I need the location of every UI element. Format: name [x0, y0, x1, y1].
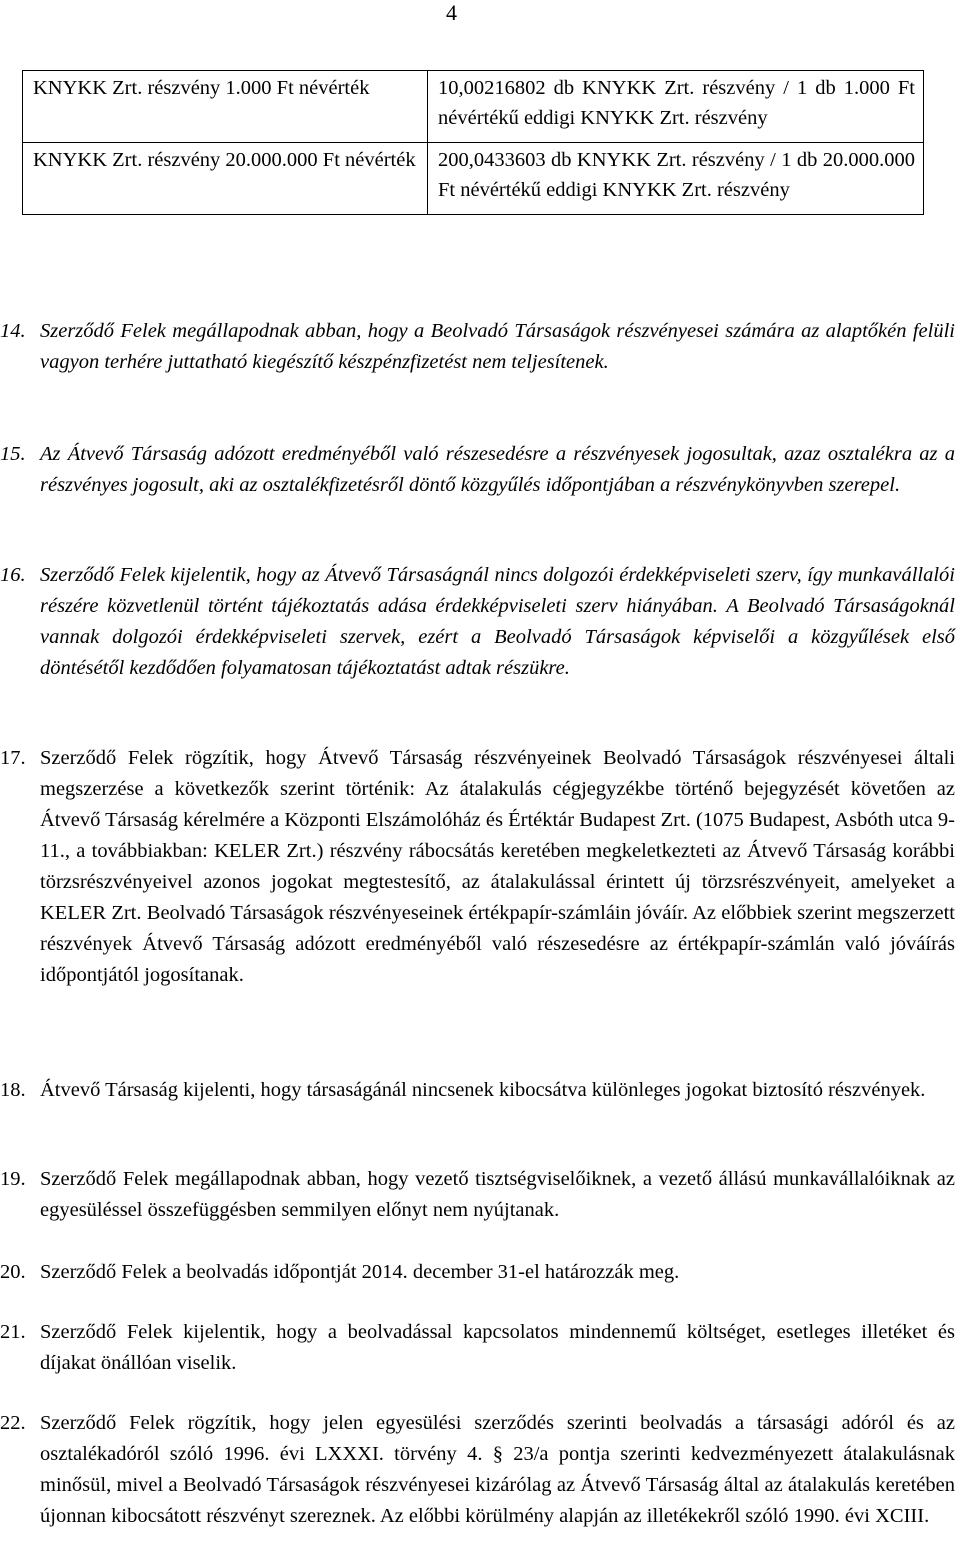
clause-22 [0, 1408, 955, 1532]
clause-number: 17. [0, 747, 26, 769]
table-row [23, 71, 924, 143]
clause-text: Az Átvevő Társaság adózott eredményéből való részesedésre a részvényesek jogosultak, azaz osztalékra az a részvényes jogosult, aki az osztalékfizetésről döntő közgyűlés időpontjában a részvénykönyvben szerepel. [40, 443, 955, 496]
clause-text: Szerződő Felek megállapodnak abban, hogy a Beolvadó Társaságok részvényesei számára az alaptőkén felüli vagyon terhére juttatható kiegészítő készpénzfizetést nem teljesítenek. [40, 320, 955, 373]
clause-number: 19. [0, 1168, 26, 1190]
clause-18 [0, 1075, 955, 1106]
clause-text: Szerződő Felek rögzítik, hogy Átvevő Társaság részvényeinek Beolvadó Társaságok részvényesei általi megszerzése a következők szerint történik: Az átalakulás cégjegyzékbe történő bejegyzését követően az Átvevő Társaság kérelmére a Központi Elszámolóház és Értéktár Budapest Zrt. (1075 Budapest, Asbóth utca 9-11., a továbbiakban: KELER Zrt.) részvény rábocsátás keretében megkeletkezteti az Átvevő Társaság korábbi törzsrészvényeivel azonos jogokat megtestesítő, az átalakulással érintett új törzsrészvényeit, amelyeket a KELER Zrt. Beolvadó Társaságok részvényeseinek értékpapír-számláin jóváír. Az előbbiek szerint megszerzett részvények Átvevő Társaság adózott eredményéből való részesedésre az értékpapír-számlán való jóváírás időpontjától jogosítanak. [40, 747, 956, 986]
clause-text: Szerződő Felek megállapodnak abban, hogy vezető tisztségviselőiknek, a vezető állású munkavállalóiknak az egyesüléssel összefüggésben semmilyen előnyt nem nyújtanak. [40, 1168, 955, 1221]
clause-text: Szerződő Felek rögzítik, hogy jelen egyesülési szerződés szerinti beolvadás a társasági adóról és az osztalékadóról szóló 1996. évi LXXXI. törvény 4. § 23/a pontja szerinti kedvezményezett átalakulásnak minősül, mivel a Beolvadó Társaságok részvényesei kizárólag az Átvevő Társaság által az átalakulás keretében újonnan kibocsátott részvényt szereznek. Az előbbi körülmény alapján az illetékekről szóló 1990. évi XCIII. [40, 1412, 955, 1527]
clause-number: 14. [0, 320, 26, 342]
clause-16 [0, 560, 955, 684]
clause-number: 21. [0, 1321, 26, 1343]
clause-17 [0, 743, 956, 991]
clause-text: Átvevő Társaság kijelenti, hogy társaságánál nincsenek kibocsátva különleges jogokat biztosító részvények. [40, 1079, 926, 1101]
clause-20 [0, 1257, 955, 1288]
clause-text: Szerződő Felek kijelentik, hogy az Átvevő Társaságnál nincs dolgozói érdekképviseleti szerv, így munkavállalói részére közvetlenül történt tájékoztatás adása érdekképviseleti szerv hiányában. A Beolvadó Társaságoknál vannak dolgozói érdekképviseleti szervek, ezért a Beolvadó Társaságok képviselői a közgyűlések első döntésétől kezdődően folyamatosan tájékoztatást adtak részükre. [40, 564, 955, 679]
conversion-ratio-table [22, 70, 924, 215]
clause-number: 18. [0, 1079, 26, 1101]
share-type-cell: KNYKK Zrt. részvény 1.000 Ft névérték [23, 71, 428, 143]
table-row [23, 143, 924, 215]
clause-21 [0, 1317, 955, 1379]
exchange-ratio-cell: 200,0433603 db KNYKK Zrt. részvény / 1 db 20.000.000 Ft névértékű eddigi KNYKK Zrt. részvény [428, 143, 924, 215]
share-type-cell: KNYKK Zrt. részvény 20.000.000 Ft névérték [23, 143, 428, 215]
clause-number: 22. [0, 1412, 26, 1434]
clause-number: 20. [0, 1261, 26, 1283]
clause-number: 16. [0, 564, 26, 586]
clause-text: Szerződő Felek a beolvadás időpontját 2014. december 31-el határozzák meg. [40, 1261, 680, 1283]
clause-number: 15. [0, 443, 26, 465]
clause-19 [0, 1164, 955, 1226]
exchange-ratio-cell: 10,00216802 db KNYKK Zrt. részvény / 1 db 1.000 Ft névértékű eddigi KNYKK Zrt. részvény [428, 71, 924, 143]
clause-text: Szerződő Felek kijelentik, hogy a beolvadással kapcsolatos mindennemű költséget, esetleges illetéket és díjakat önállóan viselik. [40, 1321, 955, 1374]
page-number: 4 [446, 0, 457, 25]
clause-15 [0, 439, 955, 501]
clause-14 [0, 316, 955, 378]
